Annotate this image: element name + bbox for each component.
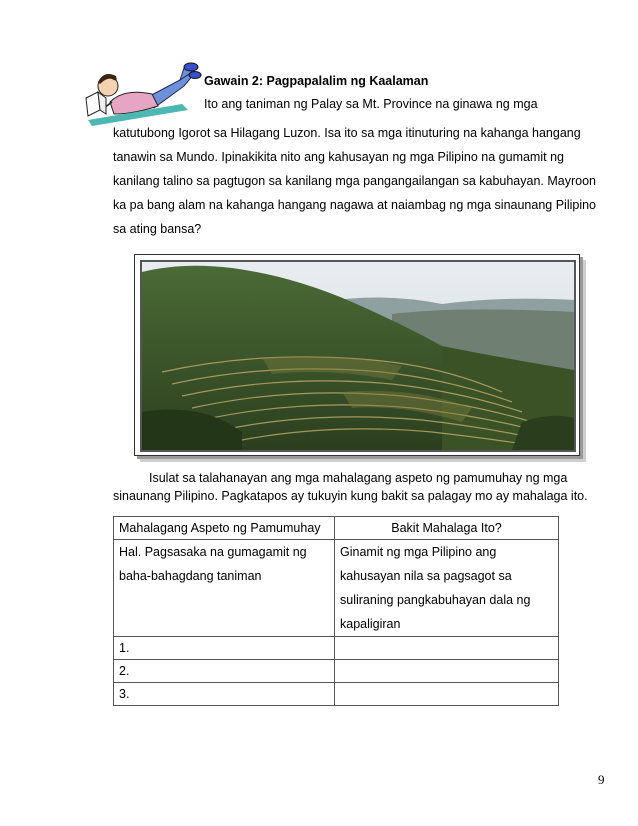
intro-line: kanilang talino sa pagtugon sa kanilang mga pangangailangan sa kabuhayan. Mayroon: [113, 174, 596, 188]
intro-line: ka pa bang alam na kahanga hangang nagawa at naiambag ng mga sinaunang Pilipino: [113, 198, 597, 212]
row-number-cell[interactable]: 2.: [114, 660, 335, 683]
instructions-line: Isulat sa talahanayan ang mga mahalagang aspeto ng pamumuhay ng mga: [149, 471, 568, 485]
photo-frame: [134, 254, 580, 456]
example-reason-line: kahusayan nila sa pagsagot sa: [340, 569, 512, 583]
answer-table: [113, 516, 559, 706]
intro-first-line: Ito ang taniman ng Palay sa Mt. Province na ginawa ng mga: [204, 97, 538, 111]
page-number: 9: [598, 772, 605, 787]
instructions: [113, 469, 613, 505]
example-reason-line: Ginamit ng mga Pilipino ang: [340, 545, 497, 559]
activity-title: Gawain 2: Pagpapalalim ng Kaalaman: [204, 74, 429, 88]
table-row: [114, 660, 559, 683]
answer-cell[interactable]: [335, 660, 559, 683]
answer-cell[interactable]: [335, 637, 559, 660]
intro-line: sa ating bansa?: [113, 222, 202, 236]
table-row: [114, 683, 559, 706]
example-reason-line: suliraning pangkabuhayan dala ng: [340, 593, 531, 607]
instructions-line: sinaunang Pilipino. Pagkatapos ay tukuyin kung bakit sa palagay mo ay mahalaga ito.: [113, 489, 588, 503]
example-reason-cell: [335, 540, 559, 637]
example-aspect-line: Hal. Pagsasaka na gumagamit ng: [119, 545, 307, 559]
example-aspect-line: baha-bahagdang taniman: [119, 569, 262, 583]
intro-line: tanawin sa Mundo. Ipinakikita nito ang kahusayan ng mga Pilipino na gumamit ng: [113, 150, 564, 164]
intro-line: katutubong Igorot sa Hilagang Luzon. Isa ito sa mga itinuturing na kahanga hangang: [113, 126, 581, 140]
boy-reading-clipart: [84, 58, 202, 128]
example-row: [114, 540, 559, 637]
example-reason-line: kapaligiran: [340, 617, 401, 631]
example-aspect-cell: [114, 540, 335, 637]
column-header-aspect: Mahalagang Aspeto ng Pamumuhay: [114, 517, 335, 540]
row-number-cell[interactable]: 3.: [114, 683, 335, 706]
rice-terraces-photo: [140, 260, 576, 452]
answer-cell[interactable]: [335, 683, 559, 706]
column-header-reason: Bakit Mahalaga Ito?: [335, 517, 559, 540]
intro-paragraph: [113, 121, 597, 241]
table-row: [114, 637, 559, 660]
table-header-row: [114, 517, 559, 540]
row-number-cell[interactable]: 1.: [114, 637, 335, 660]
